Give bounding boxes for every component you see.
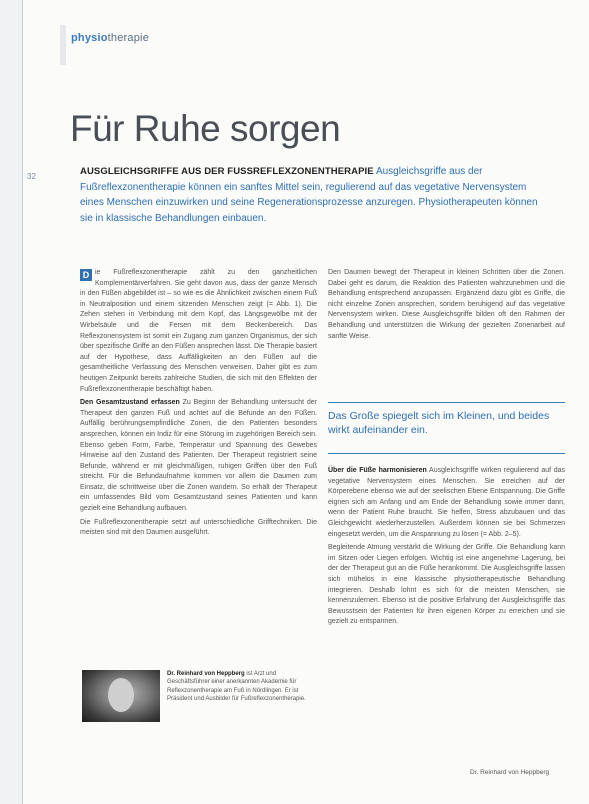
paragraph-assessment <box>80 398 317 515</box>
paragraph-breathing: Begleitende Atmung verstärkt die Wirkung der Griffe. Die Behandlung kann im Sitzen oder Liegen erfolgen. Wichtig ist eine angenehme Lagerung, bei der der Therapeut gut an die Füße herankommt. Die Ausgleichsgriffe lassen sich mühelos in eine klassische physiotherapeutische Behandlung integrieren. Deshalb lohnt es sich für die meisten Menschen, sie kennenzulernen. Ebenso ist die positive Erfahrung der Ausgleichsgriffe das Bewusstsein der Patienten für ihren eigenen Körper zu erreichen und sie gezielt zu entspannen. <box>328 544 565 626</box>
page-edge-line <box>22 0 23 804</box>
author-name: Dr. Reinhard von Heppberg <box>167 671 245 677</box>
lead-text: Ausgleichsgriffe aus der Fußreflexzonentherapie können ein sanftes Mittel sein, regulierend auf das vegetative Nervensystem eines Menschen einzuwirken und seine Regenerationsprozesse anzuregen. Physiotherapeuten können sie in klassische Behandlungen einbauen. <box>80 166 538 224</box>
page-gutter <box>0 0 22 804</box>
assessment-text: Zu Beginn der Behandlung untersucht der Therapeut den ganzen Fuß und achtet auf die Befunde an den Füßen. Auffällig berührungsempfindliche Zonen, die den Patienten besonders ansprechen, können ein Indiz für eine Störung im zugehörigen Bereich sein. Ebenso geben Form, Farbe, Temperatur und Spannung des Gewebes Hinweise auf den Zustand des Patienten. Der Therapeut registriert seine Befunde, während er mit gleichmäßigen, ruhigen Griffen über den Fuß streicht. Für die Befundaufnahme kommen vor allem die Daumen zum Einsatz, die schrittweise über die Zonen wandern. So erhält der Therapeut ein umfassendes Bild vom Gesamtzustand seines Patienten und kann gezielt eine Behandlung aufbauen. <box>80 399 317 513</box>
paragraph-thumb-technique: Den Daumen bewegt der Therapeut in kleinen Schritten über die Zonen. Dabei geht es darum, die Reaktion des Patienten wahrzunehmen und die Behandlung entsprechend anzupassen. Ergänzend dazu gibt es Griffe, die nicht einzelne Zonen ansprechen, sondern beruhigend auf das vegetative Nervensystem wirken. Diese Ausgleichsgriffe bilden oft den Rahmen der Behandlung und unterstützen die Wirkung der gezielten Zonenarbeit auf sanfte Weise. <box>328 269 565 340</box>
author-bio-text: ist Arzt und Geschäftsführer einer anerkannten Akademie für Reflexzonentherapie am Fuß in Nördlingen. Er ist Präsident und Ausbilder für Fußreflexzonentherapie. <box>167 671 306 703</box>
author-box <box>82 670 312 722</box>
text-column-right-lower <box>328 466 565 631</box>
quote-rule-top <box>328 402 565 403</box>
article-signature: Dr. Reinhard von Heppberg <box>470 769 550 776</box>
author-bio <box>167 670 312 704</box>
quote-rule-bottom <box>328 453 565 454</box>
drop-cap: D <box>80 269 92 281</box>
magazine-brand <box>71 32 149 44</box>
paragraph-harmonise <box>328 466 565 540</box>
intro-text: ie Fußreflexzonentherapie zählt zu den ganzheitlichen Komplementärverfahren. Sie geht davon aus, dass der ganze Mensch in den Füßen abgebildet ist – so wie es die Ähnlichkeit zwischen einem Fuß in Neutralposition und einem sitzenden Menschen zeigt (= Abb. 1). Die Zehen stehen in Verbindung mit dem Kopf, das Längsgewölbe mit der Wirbelsäule und die Fersen mit dem Beckenbereich. Das Reflexzonensystem ist somit ein Zugang zum ganzen Organismus, der sich über spezifische Griffe an den Füßen ansprechen lässt. Die Therapie basiert auf der Hypothese, dass Auffälligkeiten an den Füßen auf die gesamtheitliche Verfassung des Menschen verweisen. Daher gibt es zum heutigen Zeitpunkt bereits zahlreiche Studien, die sich mit den Effekten der Fußreflexzonentherapie beschäftigt haben. <box>80 269 317 393</box>
subheading-assessment: Den Gesamtzustand erfassen <box>80 399 180 407</box>
text-column-right <box>328 268 565 345</box>
page-number: 32 <box>27 172 36 181</box>
pull-quote: Das Große spiegelt sich im Kleinen, und beides wirkt aufeinander ein. <box>328 410 550 436</box>
brand-part-therapie: therapie <box>107 32 150 44</box>
subheading-harmonise: Über die Füße harmonisieren <box>328 467 427 474</box>
text-column-left <box>80 268 317 542</box>
paragraph-techniques: Die Fußreflexzonentherapie setzt auf unterschiedliche Grifftechniken. Die meisten sind mit den Daumen ausgeführt. <box>80 518 317 537</box>
header-tab <box>60 25 66 65</box>
pull-quote-box <box>328 402 565 454</box>
article-lead <box>80 164 550 226</box>
harmonise-text: Ausgleichsgriffe wirken regulierend auf das vegetative Nervensystem eines Menschen. Sie erreichen auf der Körperebene ebenso wie auf der seelischen Ebene Entspannung. Die Griffe eignen sich am Anfang und am Ende der Behandlung sowie immer dann, wenn der Patient Ruhe braucht. Sie helfen, Stress abzubauen und das Gleichgewicht wiederherzustellen. Außerdem können sie bei Schmerzen eingesetzt werden, um die Anspannung zu lösen (= Abb. 2–5). <box>328 467 565 538</box>
brand-part-physio: physio <box>71 32 108 44</box>
lead-kicker: AUSGLEICHSGRIFFE AUS DER FUSSREFLEXZONENTHERAPIE <box>80 166 374 177</box>
paragraph-intro <box>80 268 317 395</box>
author-face <box>108 678 134 712</box>
article-title: Für Ruhe sorgen <box>70 108 341 149</box>
author-photo <box>82 670 160 722</box>
